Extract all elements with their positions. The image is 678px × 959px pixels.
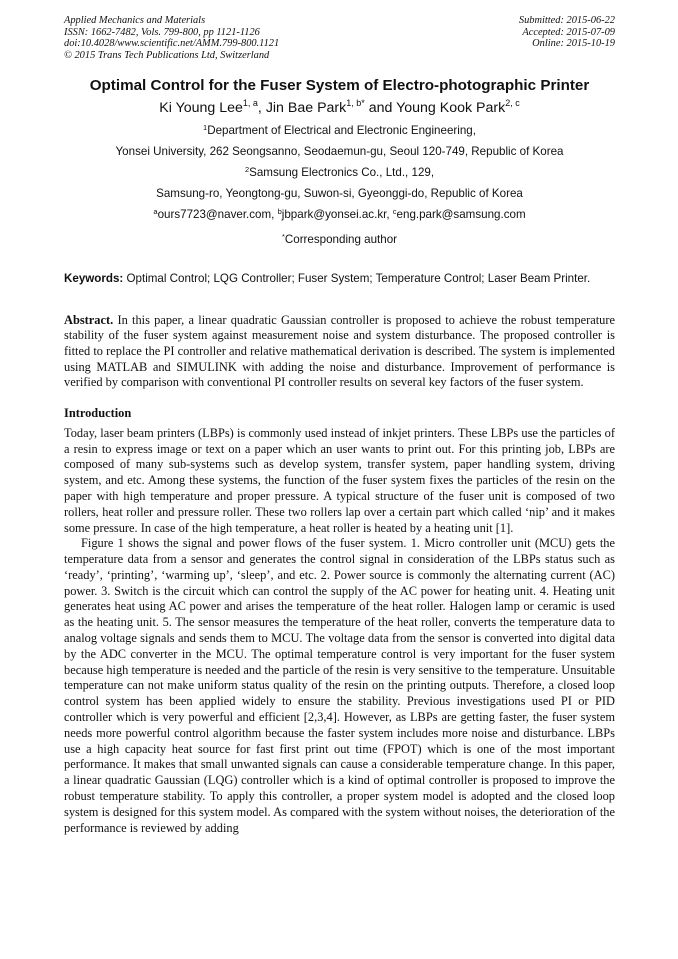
author-separator: , [257, 100, 266, 117]
author-name: Young Kook Park [396, 100, 506, 117]
corresponding-author-note: *Corresponding author [281, 232, 398, 247]
publication-header [64, 15, 615, 61]
accepted-date: Accepted: 2015-07-09 [522, 26, 615, 38]
journal-name: Applied Mechanics and Materials [64, 15, 206, 26]
author-list [64, 99, 615, 118]
email-marker: a [153, 206, 158, 216]
affiliation-marker: 2 [244, 164, 250, 174]
email-marker: b [277, 206, 282, 216]
affiliations [64, 121, 615, 251]
email-address: eng.park@samsung.com [396, 207, 526, 221]
affiliation-2-line-2: Samsung-ro, Yeongtong-gu, Suwon-si, Gyeonggi-do, Republic of Korea [156, 186, 523, 200]
journal-issn: ISSN: 1662-7482, Vols. 799-800, pp 1121-1126 [64, 26, 260, 38]
journal-doi: doi:10.4028/www.scientific.net/AMM.799-800.1121 [64, 38, 280, 50]
email-address: jbpark@yonsei.ac.kr, [281, 207, 393, 221]
email-address: ours7723@naver.com, [157, 207, 278, 221]
submitted-date: Submitted: 2015-06-22 [518, 15, 615, 26]
abstract-text: In this paper, a linear quadratic Gaussian controller is proposed to achieve the robust temperature stability of the fuser system against measurement noise and system disturbance. The proposed controller is fitted to replace the PI controller and relative mathematical derivation is described. The system is implemented using MATLAB and SIMULINK with adding the noise and disturbance. Improvement of performance is verified by comparison with conventional PI controller results on several key factors of the fuser system. [64, 312, 615, 390]
author-superscript: 1, a [242, 98, 258, 109]
introduction-paragraph: Today, laser beam printers (LBPs) is commonly used instead of inkjet printers. These LBPs use the particles of a resin to express image or text on a paper which an user wants to print out. For this printing job, LBPs are composed of many sub-systems such as develop system, transfer system, paper handling system, driving system, and etc. Among these systems, the function of the fuser system fixes the particles of the resin on the paper with high temperature and proper pressure. A typical structure of the fuser unit is composed of two rollers, heat roller and pressure roller. These two rollers lap over a certain part which called ‘nip’ and it makes some pressure. In case of the high temperature, a heat roller is heated by a heating unit [1]. [64, 425, 615, 535]
paper-title: Optimal Control for the Fuser System of Electro-photographic Printer [89, 77, 590, 95]
abstract [64, 313, 615, 391]
journal-copyright: © 2015 Trans Tech Publications Ltd, Switzerland [64, 49, 270, 61]
affiliation-1-line-1: $^1$Department of Electrical and Electronic Engineering, [203, 123, 476, 138]
journal-info [64, 15, 279, 61]
keywords-label: Keywords: [64, 272, 124, 286]
corresponding-marker: * [281, 232, 285, 242]
affiliation-1-line-2: Yonsei University, 262 Seongsanno, Seodaemun-gu, Seoul 120-749, Republic of Korea [115, 145, 564, 159]
author-separator: and [364, 100, 397, 117]
author-name: Jin Bae Park [265, 100, 347, 117]
author-superscript: 2, c [505, 98, 520, 109]
abstract-label: Abstract. [64, 312, 114, 327]
online-date: Online: 2015-10-19 [532, 38, 615, 50]
introduction-heading: Introduction [64, 405, 132, 420]
email-marker: c [392, 206, 397, 216]
introduction-paragraph: Figure 1 shows the signal and power flows of the fuser system. 1. Micro controller unit (MCU) gets the temperature data from a sensor and generates the control signal in consideration of the LBPs status such as ‘ready’, ‘printing’, ‘warming up’, ‘sleep’, and etc. 2. Power source is commonly the alternating current (AC) power. 3. Switch is the circuit which can control the supply of the AC power for heating unit. 4. Heating unit generates heat using AC power and arises the temperature of the heat roller. Halogen lamp or ceramic is used as the heating unit. 5. The sensor measures the temperature of the heat roller, converts the temperature data to analog voltage signals and sends them to MCU. The voltage data from the sensor is converted into digital data by the ADC converter in the MCU. The optimal temperature control is very important for the fuser system because high temperature is needed and the particle of the resin is very sensitive to the temperature. Unsuitable temperature can not make uniform status quality of the resin on the printing outputs. Therefore, a closed loop control system has been applied widely to ensure the stability. Previous investigations used PI or PID controller which is very powerful and efficient [2,3,4]. However, as LBPs are getting faster, the fuser system needs more powerful control algorithm because the faster system includes more noise and disturbance. LBPs use a high capacity heat source for fast first print out time (FPOT) which is one of the most important performance. It makes that small unwanted signals can cause a considerable temperature change. In this paper, a linear quadratic Gaussian (LQG) controller which is a kind of optimal controller is proposed to improve the robust temperature stability. To apply this controller, a proper system model is adopted and the closed loop system is designed for this system model. As compared with the system without noises, the deterioration of the performance is reviewed by adding [64, 536, 615, 835]
author-superscript: 1, b* [346, 98, 365, 109]
affiliation-marker: 1 [203, 123, 208, 133]
keywords [64, 271, 615, 288]
author-emails [64, 205, 615, 226]
publication-dates [519, 15, 615, 61]
introduction-body [64, 426, 615, 837]
author-name: Ki Young Lee [159, 100, 243, 117]
keywords-text: Optimal Control; LQG Controller; Fuser System; Temperature Control; Laser Beam Printer. [123, 272, 591, 286]
affiliation-2-line-1: $^2$Samsung Electronics Co., Ltd., 129, [244, 164, 435, 179]
